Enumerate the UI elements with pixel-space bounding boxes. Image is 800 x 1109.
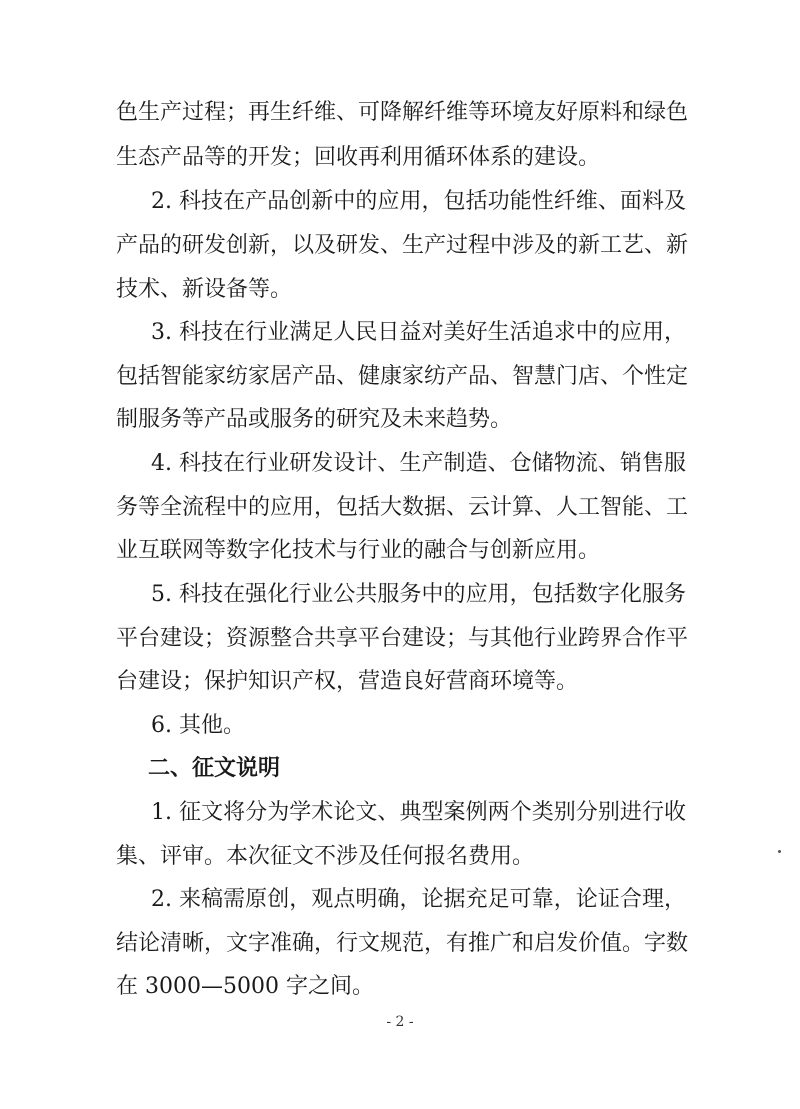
paragraph-line: 包括智能家纺家居产品、健康家纺产品、智慧门店、个性定 xyxy=(116,364,689,389)
paragraph-line: 2. 来稿需原创，观点明确，论据充足可靠，论证合理， xyxy=(151,887,686,912)
paragraph-line: 业互联网等数字化技术与行业的融合与创新应用。 xyxy=(116,538,601,563)
paragraph-line: 2. 科技在产品创新中的应用，包括功能性纤维、面料及 xyxy=(151,189,686,214)
paragraph-line: 色生产过程；再生纤维、可降解纤维等环境友好原料和绿色 xyxy=(116,100,689,125)
section-heading: 二、征文说明 xyxy=(148,756,281,781)
scan-speck xyxy=(778,850,781,853)
paragraph-line: 生态产品等的开发；回收再利用循环体系的建设。 xyxy=(116,145,601,170)
paragraph-line: 3. 科技在行业满足人民日益对美好生活追求中的应用， xyxy=(151,320,686,345)
paragraph-line: 集、评审。本次征文不涉及任何报名费用。 xyxy=(116,844,535,869)
paragraph-line: 1. 征文将分为学术论文、典型案例两个类别分别进行收 xyxy=(151,800,686,825)
paragraph-line: 台建设；保护知识产权，营造良好营商环境等。 xyxy=(116,669,579,694)
paragraph-line: 在 3000—5000 字之间。 xyxy=(116,974,374,999)
paragraph-line: 5. 科技在强化行业公共服务中的应用，包括数字化服务 xyxy=(151,582,686,607)
paragraph-line: 结论清晰，文字准确，行文规范，有推广和启发价值。字数 xyxy=(116,931,689,956)
paragraph-line: 务等全流程中的应用，包括大数据、云计算、人工智能、工 xyxy=(116,495,689,520)
paragraph-line: 产品的研发创新，以及研发、生产过程中涉及的新工艺、新 xyxy=(116,233,689,258)
paragraph-line: 平台建设；资源整合共享平台建设；与其他行业跨界合作平 xyxy=(116,626,689,651)
paragraph-line: 6. 其他。 xyxy=(151,713,245,738)
paragraph-line: 技术、新设备等。 xyxy=(116,277,293,302)
paragraph-line: 4. 科技在行业研发设计、生产制造、仓储物流、销售服 xyxy=(151,451,686,476)
paragraph-line: 制服务等产品或服务的研究及未来趋势。 xyxy=(116,407,513,432)
page-number: - 2 - xyxy=(386,1014,414,1030)
